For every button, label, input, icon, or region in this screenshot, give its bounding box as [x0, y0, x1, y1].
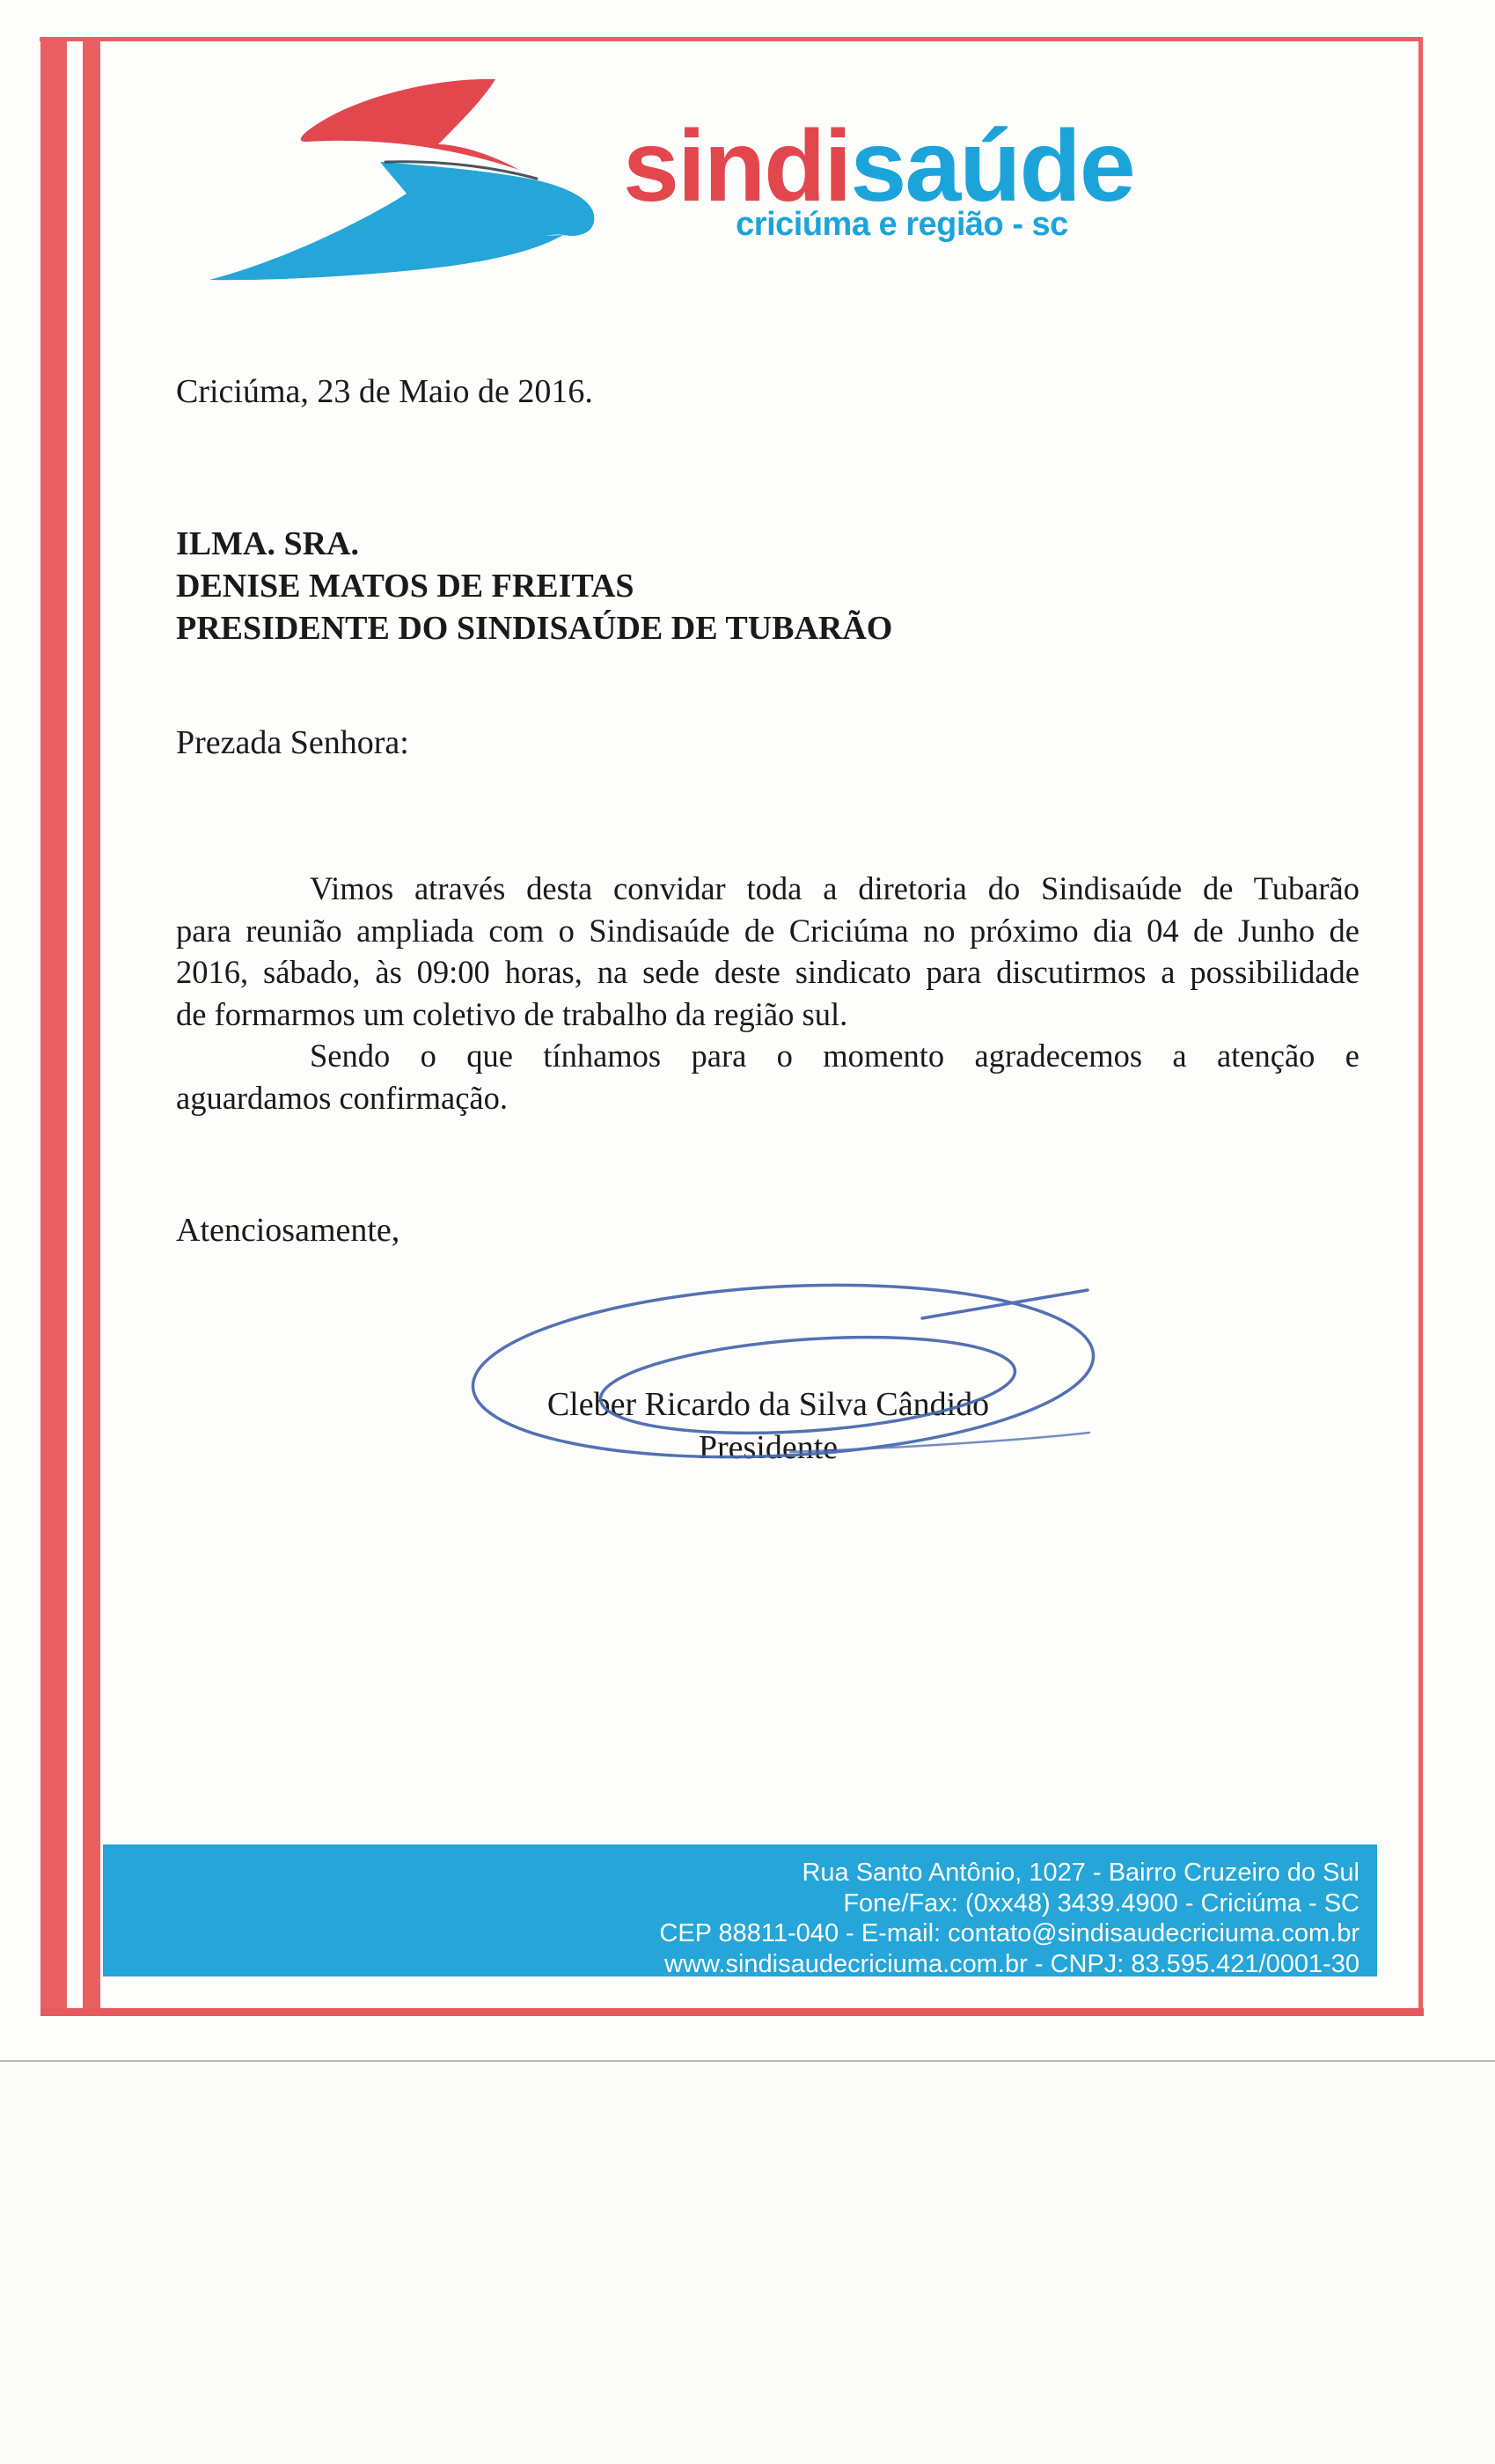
logo-subtitle: criciúma e região - sc	[736, 206, 1068, 243]
signature-block	[421, 1383, 1116, 1470]
signer-title: Presidente	[698, 1429, 839, 1466]
recipient-line-name: DENISE MATOS DE FREITAS	[176, 568, 634, 605]
frame-bottom-line	[40, 2008, 1424, 2016]
frame-left-stripe-thin	[83, 37, 100, 2015]
footer-address-line: Rua Santo Antônio, 1027 - Bairro Cruzeiro do Sul	[802, 1859, 1359, 1887]
salutation: Prezada Senhora:	[176, 724, 409, 761]
recipient-block	[176, 523, 892, 649]
frame-right-line	[1418, 37, 1423, 2015]
date-line: Criciúma, 23 de Maio de 2016.	[176, 373, 593, 410]
footer-phone-line: Fone/Fax: (0xx48) 3439.4900 - Criciúma - SC	[843, 1888, 1359, 1918]
recipient-line-title: PRESIDENTE DO SINDISAÚDE DE TUBARÃO	[176, 610, 893, 647]
footer-website-cnpj-line: www.sindisaudecriciuma.com.br - CNPJ: 83.595.421/0001-30	[664, 1949, 1359, 1978]
letter-body	[176, 868, 1359, 1118]
signer-name: Cleber Ricardo da Silva Cândido	[546, 1386, 990, 1423]
body-line: 2016, sábado, às 09:00 horas, na sede deste sindicato para discutirmos a possibilidade	[176, 954, 1359, 990]
logo-wordmark-sindi: sindi	[623, 110, 851, 223]
scan-background	[0, 2062, 1495, 2464]
footer-email-line: CEP 88811-040 - E-mail: contato@sindisaudecriciuma.com.br	[659, 1919, 1359, 1947]
body-line: aguardamos confirmação.	[176, 1079, 508, 1116]
frame-left-stripe-thick	[40, 37, 67, 2015]
logo-wordmark-saude: saúde	[850, 110, 1134, 223]
recipient-line-salutation: ILMA. SRA.	[176, 525, 359, 562]
body-line: para reunião ampliada com o Sindisaúde de Criciúma no próximo dia 04 de Junho de	[176, 912, 1359, 949]
sindisaude-logo-swoosh-icon	[185, 63, 607, 294]
closing-line: Atenciosamente,	[176, 1212, 400, 1249]
logo-wordmark	[623, 110, 1134, 223]
body-line: de formarmos um coletivo de trabalho da região sul.	[176, 995, 848, 1032]
body-line: Sendo o que tínhamos para o momento agradecemos a atenção e	[310, 1038, 1359, 1074]
footer-contact-bar	[103, 1844, 1377, 1976]
body-line: Vimos através desta convidar toda a diretoria do Sindisaúde de Tubarão	[310, 870, 1359, 906]
frame-top-line	[40, 37, 1423, 41]
